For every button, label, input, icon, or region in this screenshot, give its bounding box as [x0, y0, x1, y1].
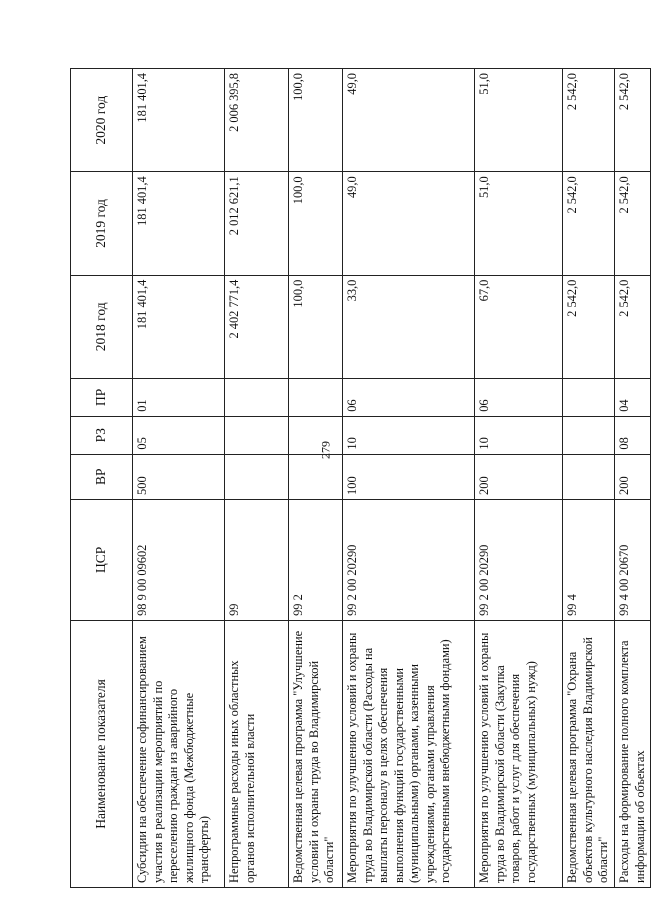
row-2019: 2 012 621,1 — [225, 172, 289, 275]
row-rz: 05 — [133, 416, 225, 454]
row-csr: 99 2 — [289, 499, 343, 620]
budget-table-container — [70, 68, 647, 888]
row-2018: 33,0 — [343, 275, 475, 378]
row-2019: 181 401,4 — [133, 172, 225, 275]
row-2018: 100,0 — [289, 275, 343, 378]
row-vr — [289, 454, 343, 499]
table-row — [475, 69, 563, 888]
row-pr: 01 — [133, 378, 225, 416]
row-rz: 10 — [475, 416, 563, 454]
table-row — [225, 69, 289, 888]
header-vr: ВР — [71, 454, 133, 499]
row-rz — [563, 416, 615, 454]
row-name: Мероприятия по улучшению условий и охраны труда во Владимирской области (Закупка товаров, работ и услуг для обеспечения государственных (муниципальных) нужд) — [475, 620, 563, 887]
header-csr: ЦСР — [71, 499, 133, 620]
header-2018: 2018 год — [71, 275, 133, 378]
table-row — [615, 69, 651, 888]
row-2019: 49,0 — [343, 172, 475, 275]
row-csr: 99 2 00 20290 — [475, 499, 563, 620]
row-2018: 2 542,0 — [563, 275, 615, 378]
row-csr: 99 4 00 20670 — [615, 499, 651, 620]
row-pr — [225, 378, 289, 416]
row-2020: 49,0 — [343, 69, 475, 172]
row-name: Ведомственная целевая программа "Улучшение условий и охраны труда во Владимирской области" — [289, 620, 343, 887]
header-rz: РЗ — [71, 416, 133, 454]
row-2020: 2 006 395,8 — [225, 69, 289, 172]
row-2019: 2 542,0 — [563, 172, 615, 275]
row-csr: 99 2 00 20290 — [343, 499, 475, 620]
table-row — [289, 69, 343, 888]
row-2019: 2 542,0 — [615, 172, 651, 275]
row-2019: 100,0 — [289, 172, 343, 275]
table-header-row — [71, 69, 133, 888]
row-pr: 06 — [343, 378, 475, 416]
header-pr: ПР — [71, 378, 133, 416]
row-name: Расходы на формирование полного комплекта информации об объектах — [615, 620, 651, 887]
row-name: Мероприятия по улучшению условий и охраны труда во Владимирской области (Расходы на выплаты персоналу в целях обеспечения выполнения функций государственными (муниципальными) органами, казенными учреждениями, органами управления государственными внебюджетными фондами) — [343, 620, 475, 887]
row-pr: 04 — [615, 378, 651, 416]
row-vr: 500 — [133, 454, 225, 499]
row-vr: 200 — [475, 454, 563, 499]
row-pr — [289, 378, 343, 416]
row-2018: 2 542,0 — [615, 275, 651, 378]
row-2020: 100,0 — [289, 69, 343, 172]
page-number: 279 — [318, 441, 333, 459]
row-vr — [563, 454, 615, 499]
row-vr — [225, 454, 289, 499]
row-name: Ведомственная целевая программа "Охрана объектов культурного наследия Владимирской области" — [563, 620, 615, 887]
row-pr — [563, 378, 615, 416]
row-csr: 99 — [225, 499, 289, 620]
row-name: Субсидии на обеспечение софинансированием участия в реализации мероприятий по переселению граждан из аварийного жилищного фонда (Межбюджетные трансферты) — [133, 620, 225, 887]
row-vr: 200 — [615, 454, 651, 499]
row-2018: 181 401,4 — [133, 275, 225, 378]
row-rz — [225, 416, 289, 454]
budget-table — [70, 68, 651, 888]
row-2020: 2 542,0 — [615, 69, 651, 172]
header-2019: 2019 год — [71, 172, 133, 275]
row-vr: 100 — [343, 454, 475, 499]
table-row — [343, 69, 475, 888]
row-rz — [289, 416, 343, 454]
header-name: Наименование показателя — [71, 620, 133, 887]
row-2019: 51,0 — [475, 172, 563, 275]
row-name: Непрограммные расходы иных областных органов исполнительной власти — [225, 620, 289, 887]
table-row — [563, 69, 615, 888]
row-csr: 99 4 — [563, 499, 615, 620]
header-2020: 2020 год — [71, 69, 133, 172]
row-rz: 10 — [343, 416, 475, 454]
row-pr: 06 — [475, 378, 563, 416]
row-2020: 2 542,0 — [563, 69, 615, 172]
row-2020: 181 401,4 — [133, 69, 225, 172]
row-rz: 08 — [615, 416, 651, 454]
row-csr: 98 9 00 09602 — [133, 499, 225, 620]
row-2018: 67,0 — [475, 275, 563, 378]
table-row — [133, 69, 225, 888]
row-2020: 51,0 — [475, 69, 563, 172]
row-2018: 2 402 771,4 — [225, 275, 289, 378]
